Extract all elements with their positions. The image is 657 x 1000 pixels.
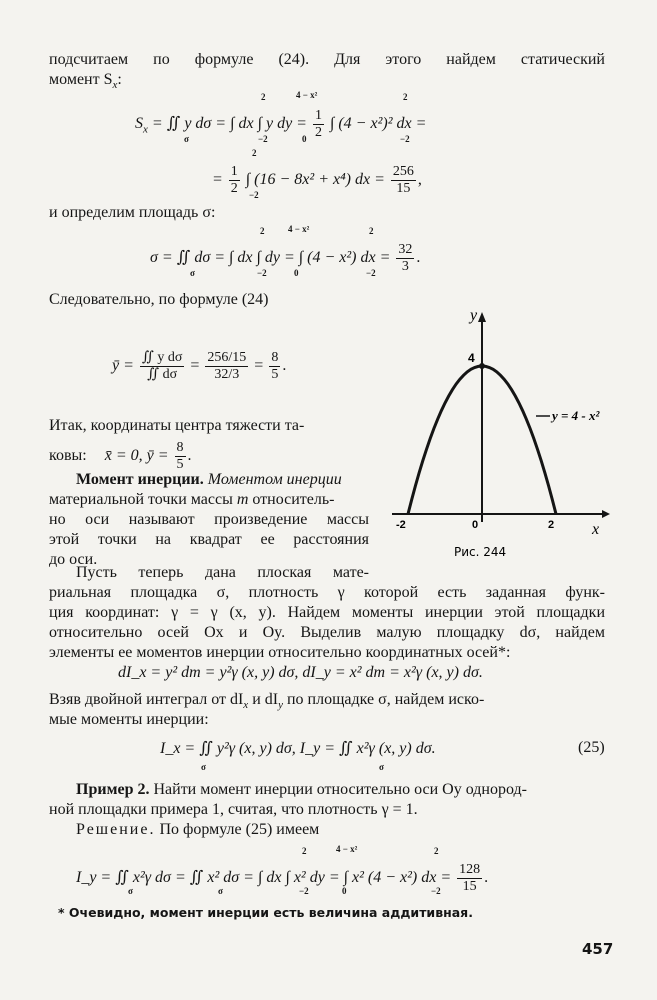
x-axis-label: x [592, 521, 600, 538]
limit-upper: 4 − x² [288, 224, 310, 234]
text-line-8: материальной точки массы m относитель- [49, 491, 335, 508]
formula-example-iy: I_y = ∬ x²γ dσ = ∬ x² dσ = ∫ dx ∫ x² dy = ∫ x² (4 − x²) dx = $\frac{128}{15}$ . [76, 862, 489, 894]
text-line-13: риальная площадка σ, плотность γ которой есть заданная функ- [49, 584, 605, 601]
vertex-point [479, 363, 485, 369]
limit-lower: −2 [366, 268, 376, 278]
formula-centroid-y: ȳ = $\frac{\text{∬ y dσ}}{∬ d\sigma}$ = $\frac{256/15}{32/3}$ = $\frac{8}{5}$ . [112, 350, 287, 382]
limit-upper: 2 [261, 92, 266, 102]
text-line-5: Итак, координаты центра тяжести та- [49, 417, 305, 434]
text-line-21: Решение. По формуле (25) имеем [76, 821, 320, 838]
formula-number-25: (25) [578, 739, 605, 756]
figure-caption: Рис. 244 [454, 545, 507, 559]
formula-25: I_x = ∬ y²γ (x, y) dσ, I_y = ∬ x²γ (x, y) dσ. [160, 740, 436, 757]
x-axis-arrow [602, 510, 610, 518]
limit-lower: −2 [257, 268, 267, 278]
limit-upper: 2 [369, 226, 374, 236]
limit-lower: 0 [342, 886, 347, 896]
limit-lower: 0 [294, 268, 299, 278]
text-line-3: и определим площадь σ: [49, 204, 216, 221]
text-line-15: относительно осей Ox и Oy. Выделив малую площадку dσ, найдем [49, 624, 605, 641]
text-line-19: Пример 2. Найти момент инерции относительно оси Oy однород- [76, 781, 527, 798]
footnote: * Очевидно, момент инерции есть величина аддитивная. [58, 905, 473, 920]
text-line-4: Следовательно, по формуле (24) [49, 291, 269, 308]
formula-area: σ = ∬ dσ = ∫ dx ∫ dy = ∫ (4 − x²) dx = $\frac{32}{3}$ . [150, 242, 421, 274]
vertex-value-label: 4 [468, 351, 475, 365]
limit-upper: 2 [403, 92, 408, 102]
text-line-12: Пусть теперь дана плоская мате- [76, 564, 369, 581]
limit-upper: 2 [260, 226, 265, 236]
limit-sigma: σ [379, 762, 384, 772]
limit-sigma: σ [190, 268, 195, 278]
x-tick-origin: 0 [472, 519, 479, 531]
limit-upper: 2 [302, 846, 307, 856]
limit-sigma: σ [128, 886, 133, 896]
limit-upper: 2 [252, 148, 257, 158]
y-axis-arrow [478, 312, 486, 322]
text-line-14: ция координат: γ = γ (x, y). Найдем моменты инерции этой площадки [49, 604, 605, 621]
text-line-7: Момент инерции. Моментом инерции [76, 471, 342, 488]
limit-lower: −2 [299, 886, 309, 896]
limit-lower: −2 [400, 134, 410, 144]
text-line-17: Взяв двойной интеграл от $dI_x$ и $dI_y$ по площадке σ, найдем иско- [49, 691, 485, 712]
text-line-10: этой точки на квадрат ее расстояния [49, 531, 369, 548]
formula-static-moment-2: = $\frac{1}{2}$ ∫ (16 − 8x² + x⁴) dx = $\frac{256}{15}$ , [212, 164, 422, 196]
limit-upper: 2 [434, 846, 439, 856]
limit-sigma: σ [218, 886, 223, 896]
text-line-6: ковы: x̄ = 0, ȳ = $\frac{8}{5}$ . [49, 440, 192, 472]
limit-lower: 0 [302, 134, 307, 144]
curve-equation-label: y = 4 - x² [552, 408, 600, 423]
parabola-plot [388, 308, 616, 568]
limit-lower: −2 [249, 190, 259, 200]
limit-upper: 4 − x² [336, 844, 358, 854]
x-tick-2: 2 [548, 519, 555, 531]
y-axis-label: y [470, 308, 478, 324]
text-line-20: ной площадки примера 1, считая, что плотность γ = 1. [49, 801, 418, 818]
text-line-1: подсчитаем по формуле (24). Для этого найдем статический [49, 51, 605, 68]
x-tick-neg2: -2 [396, 519, 406, 531]
limit-lower: −2 [431, 886, 441, 896]
limit-lower: −2 [258, 134, 268, 144]
formula-static-moment-1: $S_x$ = ∬ y dσ = ∫ dx ∫ y dy = $\frac{1}{2}$ ∫ (4 − x²)² dx = [135, 108, 427, 140]
text-line-2: момент $S_x$: [49, 71, 122, 92]
figure-parabola [388, 308, 616, 568]
formula-moment-elements: dI_x = y² dm = y²γ (x, y) dσ, dI_y = x² dm = x²γ (x, y) dσ. [118, 664, 483, 681]
limit-sigma: σ [184, 134, 189, 144]
text-line-16: элементы ее моментов инерции относительно координатных осей*: [49, 644, 511, 661]
text-line-9: но оси называют произведение массы [49, 511, 369, 528]
text-line-11: до оси. [49, 551, 98, 568]
page-number: 457 [582, 940, 614, 958]
text-line-18: мые моменты инерции: [49, 711, 209, 728]
limit-upper: 4 − x² [296, 90, 318, 100]
limit-sigma: σ [201, 762, 206, 772]
